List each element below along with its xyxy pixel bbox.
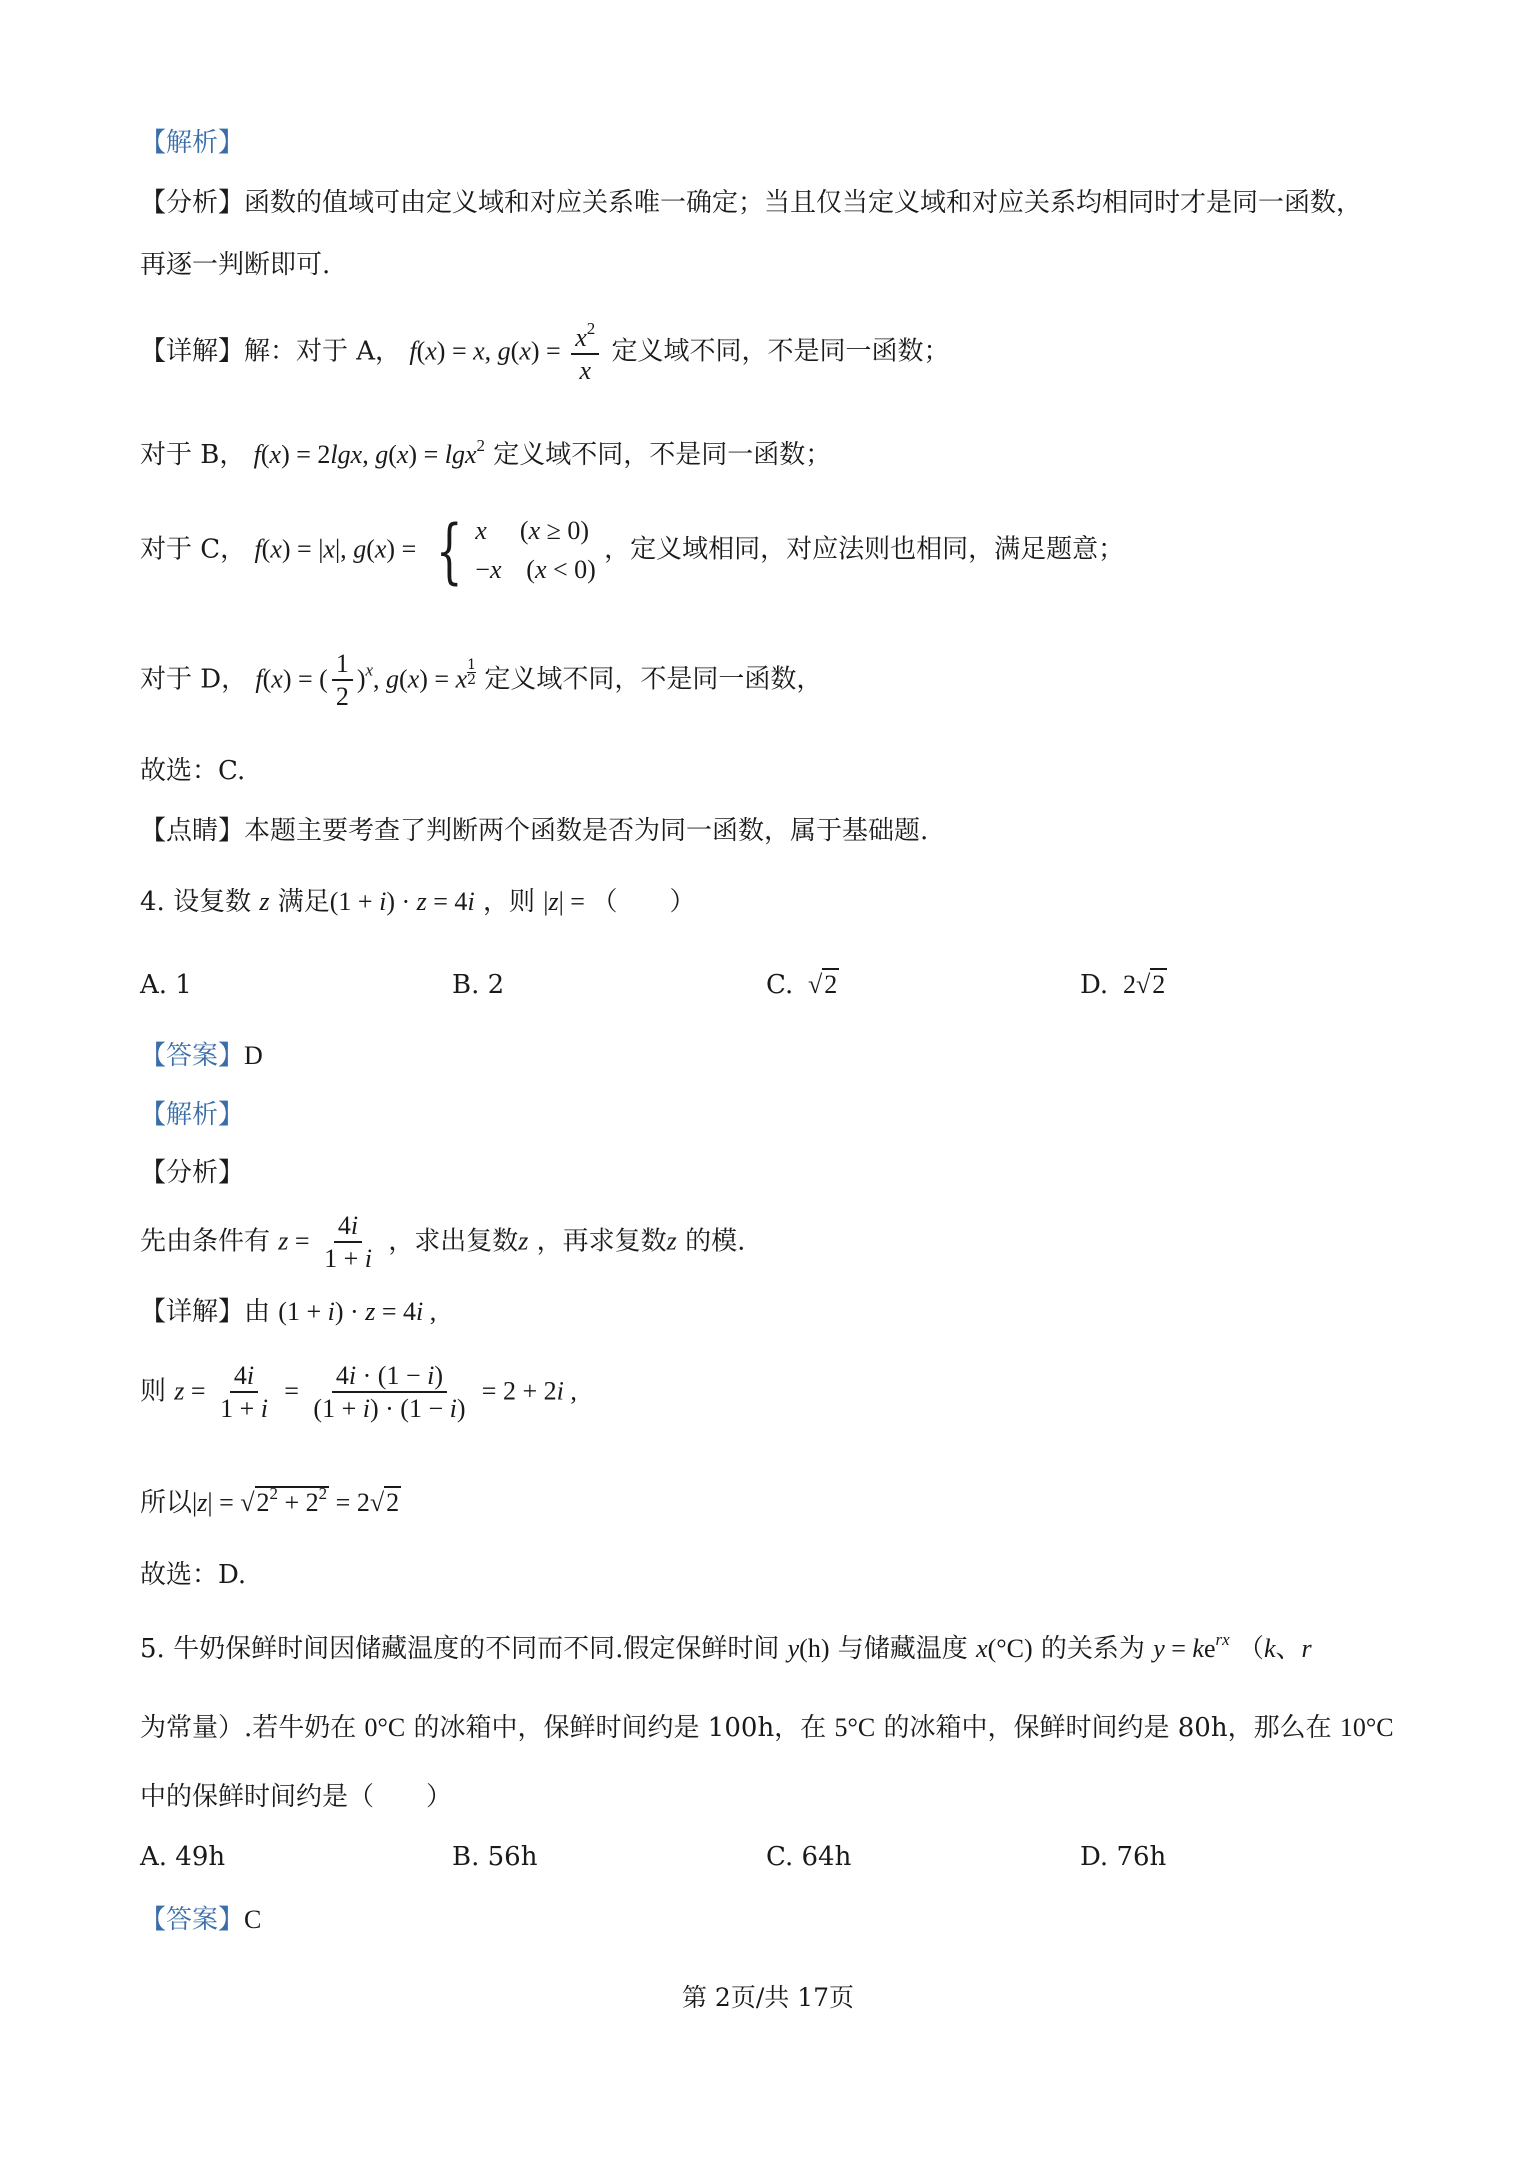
analysis-line-1	[140, 188, 1362, 219]
detail-a-suffix: 定义域不同，不是同一函数；	[611, 336, 950, 367]
analysis-tag: 【分析】	[140, 188, 245, 218]
question-4: 4. 设复数 z 满足(1 + i) · z = 4i ，则 |z| = （ ）	[140, 887, 696, 917]
q5-option-c: C. 64h	[766, 1842, 852, 1872]
q5-answer-line	[140, 1904, 261, 1936]
detail-2-calc: 则 z = $\frac{4i}{1 + i}$ = $\frac{4i \cdot (1 - i)}{(1 + i) \cdot (1 - i)}$ = 2 + 2i ,	[140, 1361, 577, 1424]
q4-option-c: C. √2	[766, 970, 838, 1000]
answer-tag: 【答案】	[140, 1041, 245, 1071]
analysis-2-text-a: ，求出复数	[388, 1226, 519, 1257]
detail-a-line: 【详解】解：对于 A， f(x) = x, g(x) = $\frac{x^2}{x}$ 定义域不同，不是同一函数；	[140, 319, 950, 386]
q4-option-d-label: D.	[1080, 970, 1109, 1000]
q5-text-c: 的关系为	[1040, 1634, 1145, 1664]
analysis-2-text-c: 的模.	[685, 1226, 746, 1257]
choice-1: 故选：C.	[140, 756, 246, 786]
formula-a: f	[409, 336, 417, 366]
fraction-x2-over-x: $\frac{x^2}{x}$	[571, 320, 599, 385]
detail-2-line: 【详解】由 (1 + i) · z = 4i ,	[140, 1297, 437, 1327]
detail-c-line: 对于 C， f(x) = |x|, g(x) = { x (x ≥ 0) −x (x < 0) ，定义域相同，对应法则也相同，满足题意；	[140, 509, 1125, 592]
then-label: 则	[140, 1376, 167, 1407]
q5-line2-c: 的冰箱中，保鲜时间约是 80h，那么在	[883, 1713, 1332, 1743]
detail-a-prefix: 解：对于 A，	[244, 336, 402, 367]
modulus-line: 所以$|z| = √2^2 + 2^2 = 2√2$	[140, 1484, 400, 1518]
comment-text: 本题主要考查了判断两个函数是否为同一函数，属于基础题.	[244, 816, 929, 846]
analysis-2-text-b: ，再求复数	[536, 1226, 667, 1257]
detail-d-suffix: 定义域不同，不是同一函数，	[484, 664, 823, 695]
detail-d-prefix: 对于 D，	[140, 664, 248, 695]
q4-mid: 满足	[277, 887, 330, 917]
q5-line2-b: 的冰箱中，保鲜时间约是 100h，在	[413, 1713, 827, 1743]
q4-end: ，则	[482, 887, 535, 917]
q4-paren: （ ）	[591, 887, 696, 917]
q4-option-c-label: C.	[766, 970, 794, 1000]
choice-2: 故选：D.	[140, 1560, 247, 1590]
detail-b-prefix: 对于 B，	[140, 440, 246, 470]
analysis-2-prefix: 先由条件有	[140, 1226, 271, 1257]
answer-tag-2: 【答案】	[140, 1905, 245, 1935]
detail-c-suffix: ，定义域相同，对应法则也相同，满足题意；	[604, 534, 1125, 565]
q5-text-d: （	[1237, 1634, 1264, 1664]
analysis-heading: 【解析】	[140, 128, 245, 158]
question-5-line-3: 中的保鲜时间约是（ ）	[140, 1782, 453, 1812]
detail-d-line: 对于 D， f(x) = ( $\frac{1}{2}$ )$^x$, g(x) = x $\frac{1}{2}$ 定义域不同，不是同一函数，	[140, 649, 823, 712]
detail-b-line: 对于 B， f(x) = 2lgx, g(x) = lgx$^2$ 定义域不同，不是同一函数；	[140, 436, 832, 470]
q4-answer: D	[244, 1041, 263, 1070]
q5-text-e: 、	[1275, 1634, 1302, 1664]
q4-option-d: D. 2√2	[1080, 970, 1166, 1000]
q5-text-a: 5. 牛奶保鲜时间因储藏温度的不同而不同.假定保鲜时间	[140, 1634, 780, 1664]
q4-option-a: A. 1	[140, 970, 192, 1000]
page-footer: 第 2页/共 17页	[681, 1983, 855, 2012]
detail-b-suffix: 定义域不同，不是同一函数；	[493, 440, 832, 470]
detail-2-prefix: 由	[244, 1297, 271, 1327]
q5-line2-a: 为常量）.若牛奶在	[140, 1713, 357, 1743]
detail-tag: 【详解】	[140, 336, 245, 367]
comment-line	[140, 816, 928, 847]
q5-option-d: D. 76h	[1080, 1842, 1167, 1872]
comment-tag: 【点睛】	[140, 816, 245, 846]
analysis-line-2: 再逐一判断即可.	[140, 250, 331, 280]
analysis-text-1: 函数的值域可由定义域和对应关系唯一确定；当且仅当定义域和对应关系均相同时才是同一函数，	[244, 188, 1363, 218]
q5-text-b: 与储藏温度	[837, 1634, 968, 1664]
detail-tag-2: 【详解】	[140, 1297, 245, 1327]
analysis-2-line: 先由条件有 z = $\frac{4i}{1 + i}$ ，求出复数z ，再求复数z 的模.	[140, 1211, 746, 1274]
q5-option-b: B. 56h	[452, 1842, 538, 1872]
analysis-tag-2: 【分析】	[140, 1158, 245, 1188]
therefore-label: 所以	[140, 1488, 193, 1518]
q5-answer: C	[244, 1905, 262, 1934]
piecewise-function: { x (x ≥ 0) −x (x < 0)	[435, 509, 596, 592]
q4-option-b: B. 2	[452, 970, 505, 1000]
question-5-line-1: 5. 牛奶保鲜时间因储藏温度的不同而不同.假定保鲜时间 y(h) 与储藏温度 x(°C) 的关系为 $y = ke^{rx}$ （k、r	[140, 1630, 1312, 1664]
detail-c-prefix: 对于 C，	[140, 534, 247, 565]
q4-answer-line	[140, 1040, 263, 1072]
q5-option-a: A. 49h	[140, 1842, 226, 1872]
q4-prefix: 4. 设复数	[140, 887, 252, 917]
analysis-heading-2: 【解析】	[140, 1100, 245, 1130]
question-5-line-2: 为常量）.若牛奶在 0°C 的冰箱中，保鲜时间约是 100h，在 5°C 的冰箱中，保鲜时间约是 80h，那么在 10°C	[140, 1713, 1394, 1743]
